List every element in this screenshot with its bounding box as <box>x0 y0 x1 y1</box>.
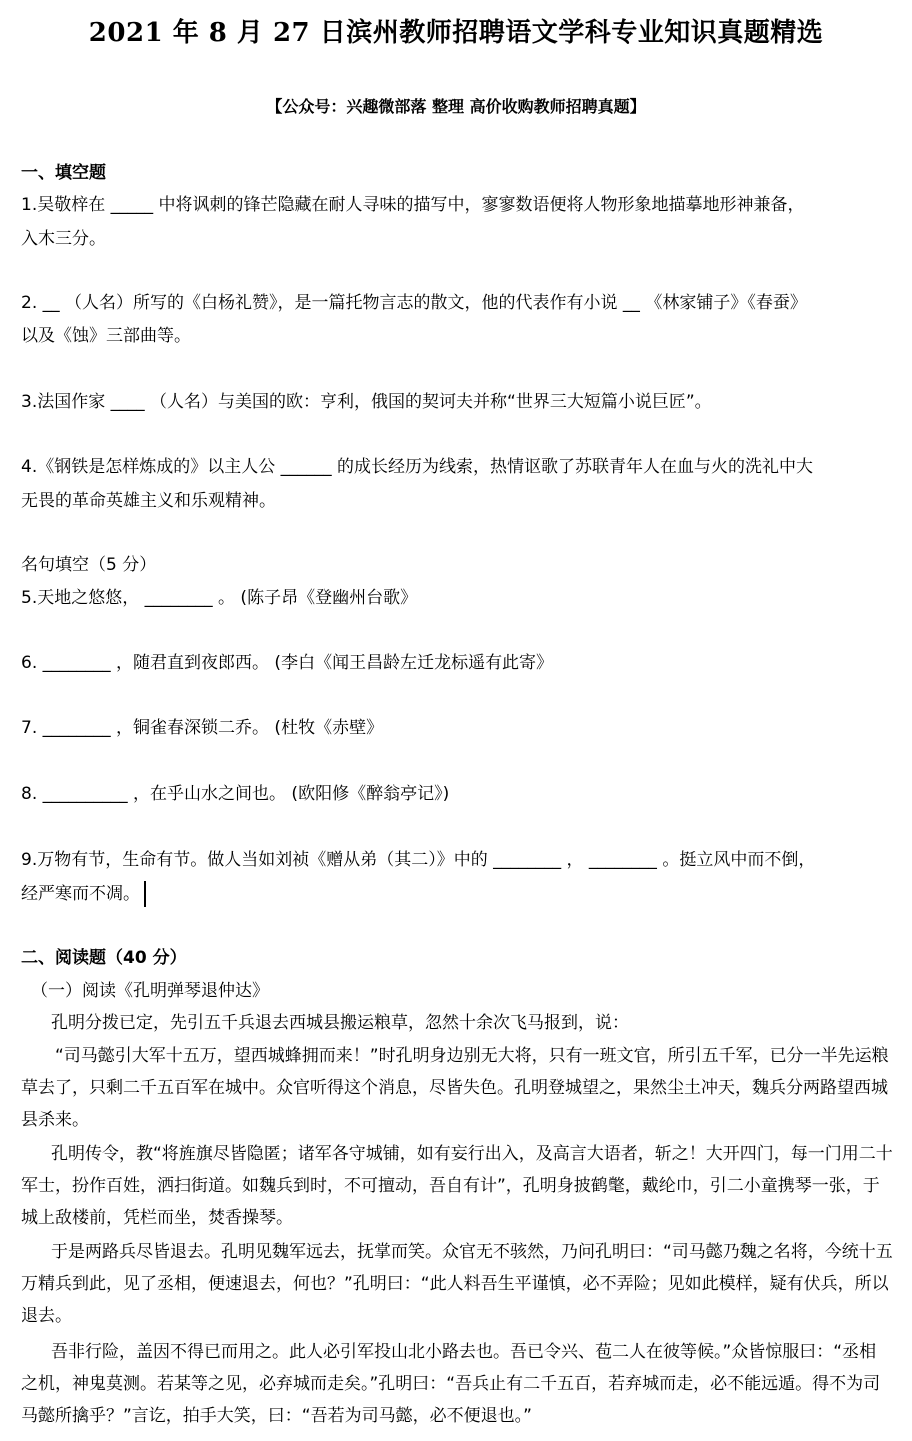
question-3: 3.法国作家 ____ （人名）与美国的欧：亨利，俄国的契诃夫并称“世界三大短篇小说巨匠”。 <box>21 392 712 412</box>
section2-heading: 二、阅读题（40 分） <box>21 948 187 968</box>
famous-quotes-heading: 名句填空（5 分） <box>21 555 157 575</box>
passage-paragraph-1: 孔明分拨已定，先引五千兵退去西城县搬运粮草，忽然十余次飞马报到，说： <box>51 1013 629 1033</box>
question-2-line1: 2. __ （人名）所写的《白杨礼赞》，是一篇托物言志的散文，他的代表作有小说 __ 《林家铺子》《春蚕》 <box>21 293 807 313</box>
page-subtitle: 【公众号：兴趣微部落 整理 高价收购教师招聘真题】 <box>266 97 646 116</box>
question-1-line2: 入木三分。 <box>21 229 106 249</box>
passage-paragraph-2: “司马懿引大军十五万，望西城蜂拥而来！”时孔明身边别无大将，只有一班文官，所引五千军，已分一半先运粮草去了，只剩二千五百军在城中。众官听得这个消息，尽皆失色。孔明登城望之，果然尘土冲天，魏兵分两路望西城县杀来。 <box>21 1046 889 1130</box>
reading-passage-title: （一）阅读《孔明弹琴退仲达》 <box>31 981 269 1001</box>
question-9-line1: 9.万物有节，生命有节。做人当如刘祯《赠从弟（其二）》中的 ________ ， ________ 。挺立风中而不倒， <box>21 850 816 870</box>
page-title: 2021 年 8 月 27 日滨州教师招聘语文学科专业知识真题精选 <box>88 18 824 48</box>
question-7: 7. ________ ，铜雀春深锁二乔。 (杜牧《赤壁》 <box>21 718 384 738</box>
passage-paragraph-3: 孔明传令，教“将旌旗尽皆隐匿；诸军各守城铺，如有妄行出入，及高言大语者，斩之！大开四门，每一门用二十军士，扮作百姓，洒扫街道。如魏兵到时，不可擅动，吾自有计”，孔明身披鹤氅，戴纶巾，引二小童携琴一张，于城上敌楼前，凭栏而坐，焚香操琴。 <box>21 1144 893 1228</box>
passage-paragraph-4: 于是两路兵尽皆退去。孔明见魏军远去，抚掌而笑。众官无不骇然，乃问孔明曰：“司马懿乃魏之名将，今统十五万精兵到此，见了丞相，便速退去，何也？”孔明曰：“此人料吾生平谨慎，必不弄险；见如此模样，疑有伏兵，所以退去。 <box>21 1242 893 1326</box>
question-9-line2-text: 经严寒而不凋。 <box>21 884 140 904</box>
text-cursor <box>144 881 146 907</box>
section1-heading: 一、填空题 <box>21 163 106 183</box>
question-6: 6. ________ ，随君直到夜郎西。 (李白《闻王昌龄左迁龙标遥有此寄》 <box>21 653 554 673</box>
question-2-line2: 以及《蚀》三部曲等。 <box>21 326 191 346</box>
question-8: 8. __________ ，在乎山水之间也。 (欧阳修《醉翁亭记》) <box>21 784 450 804</box>
passage-paragraph-5: 吾非行险，盖因不得已而用之。此人必引军投山北小路去也。吾已令兴、苞二人在彼等候。”众皆惊服曰：“丞相之机，神鬼莫测。若某等之见，必弃城而走矣。”孔明曰：“吾兵止有二千五百，若弃城而走，必不能远遁。得不为司马懿所擒乎？”言讫，拍手大笑，曰：“吾若为司马懿，必不便退也。” <box>21 1342 881 1426</box>
question-1-line1: 1.吴敬梓在 _____ 中将讽刺的锋芒隐藏在耐人寻味的描写中，寥寥数语便将人物形象地描摹地形神兼备， <box>21 195 805 215</box>
question-5: 5.天地之悠悠， ________ 。 (陈子昂《登幽州台歌》 <box>21 588 418 608</box>
question-4-line1: 4.《钢铁是怎样炼成的》以主人公 ______ 的成长经历为线索，热情讴歌了苏联青年人在血与火的洗礼中大 <box>21 457 814 477</box>
question-4-line2: 无畏的革命英雄主义和乐观精神。 <box>21 491 276 511</box>
question-9-line2 <box>21 881 146 907</box>
